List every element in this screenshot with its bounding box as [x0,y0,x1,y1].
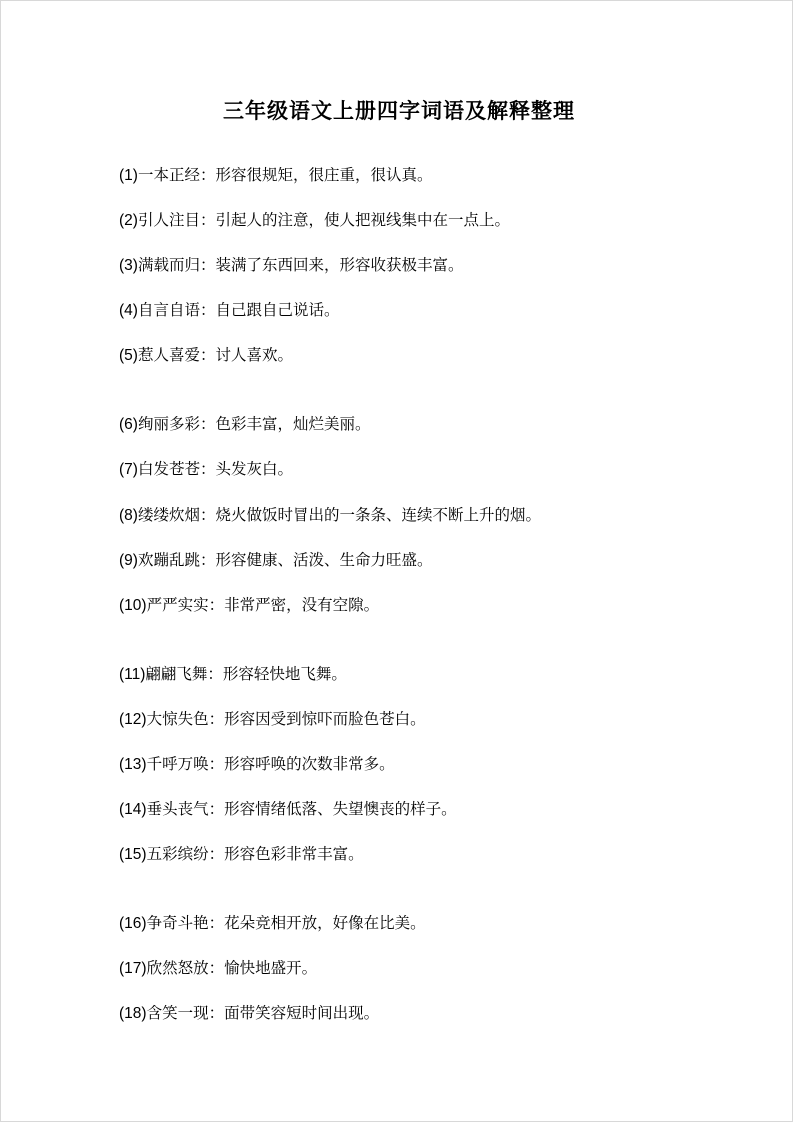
list-item: (17)欣然怒放：愉快地盛开。 [119,959,318,977]
list-item: (6)绚丽多彩：色彩丰富，灿烂美丽。 [119,416,371,434]
entry-group-4 [119,912,679,1026]
list-item: (18)含笑一现：面带笑容短时间出现。 [119,1004,380,1022]
list-item: (14)垂头丧气：形容情绪低落、失望懊丧的样子。 [119,800,457,818]
group-divider [119,888,679,912]
entry-group-3 [119,663,679,867]
list-item: (15)五彩缤纷：形容色彩非常丰富。 [119,845,364,863]
list-item: (4)自言自语：自己跟自己说话。 [119,302,340,320]
group-divider [119,389,679,413]
list-item: (13)千呼万唤：形容呼唤的次数非常多。 [119,755,395,773]
entry-group-1 [119,164,679,368]
list-item: (9)欢蹦乱跳：形容健康、活泼、生命力旺盛。 [119,551,433,569]
list-item: (3)满载而归：装满了东西回来，形容收获极丰富。 [119,257,464,275]
list-item: (10)严严实实：非常严密，没有空隙。 [119,596,380,614]
page-title: 三年级语文上册四字词语及解释整理 [223,100,575,123]
list-item: (7)白发苍苍：头发灰白。 [119,461,293,479]
group-divider [119,639,679,663]
entry-group-2 [119,413,679,617]
list-item: (8)缕缕炊烟：烧火做饭时冒出的一条条、连续不断上升的烟。 [119,506,541,524]
list-item: (2)引人注目：引起人的注意，使人把视线集中在一点上。 [119,212,510,230]
list-item: (5)惹人喜爱：讨人喜欢。 [119,347,293,365]
list-item: (12)大惊失色：形容因受到惊吓而脸色苍白。 [119,710,426,728]
list-item: (16)争奇斗艳：花朵竞相开放，好像在比美。 [119,914,426,932]
list-item: (11)翩翩飞舞：形容轻快地飞舞。 [119,665,347,683]
list-item: (1)一本正经：形容很规矩，很庄重，很认真。 [119,167,433,185]
document-body [119,97,679,1047]
